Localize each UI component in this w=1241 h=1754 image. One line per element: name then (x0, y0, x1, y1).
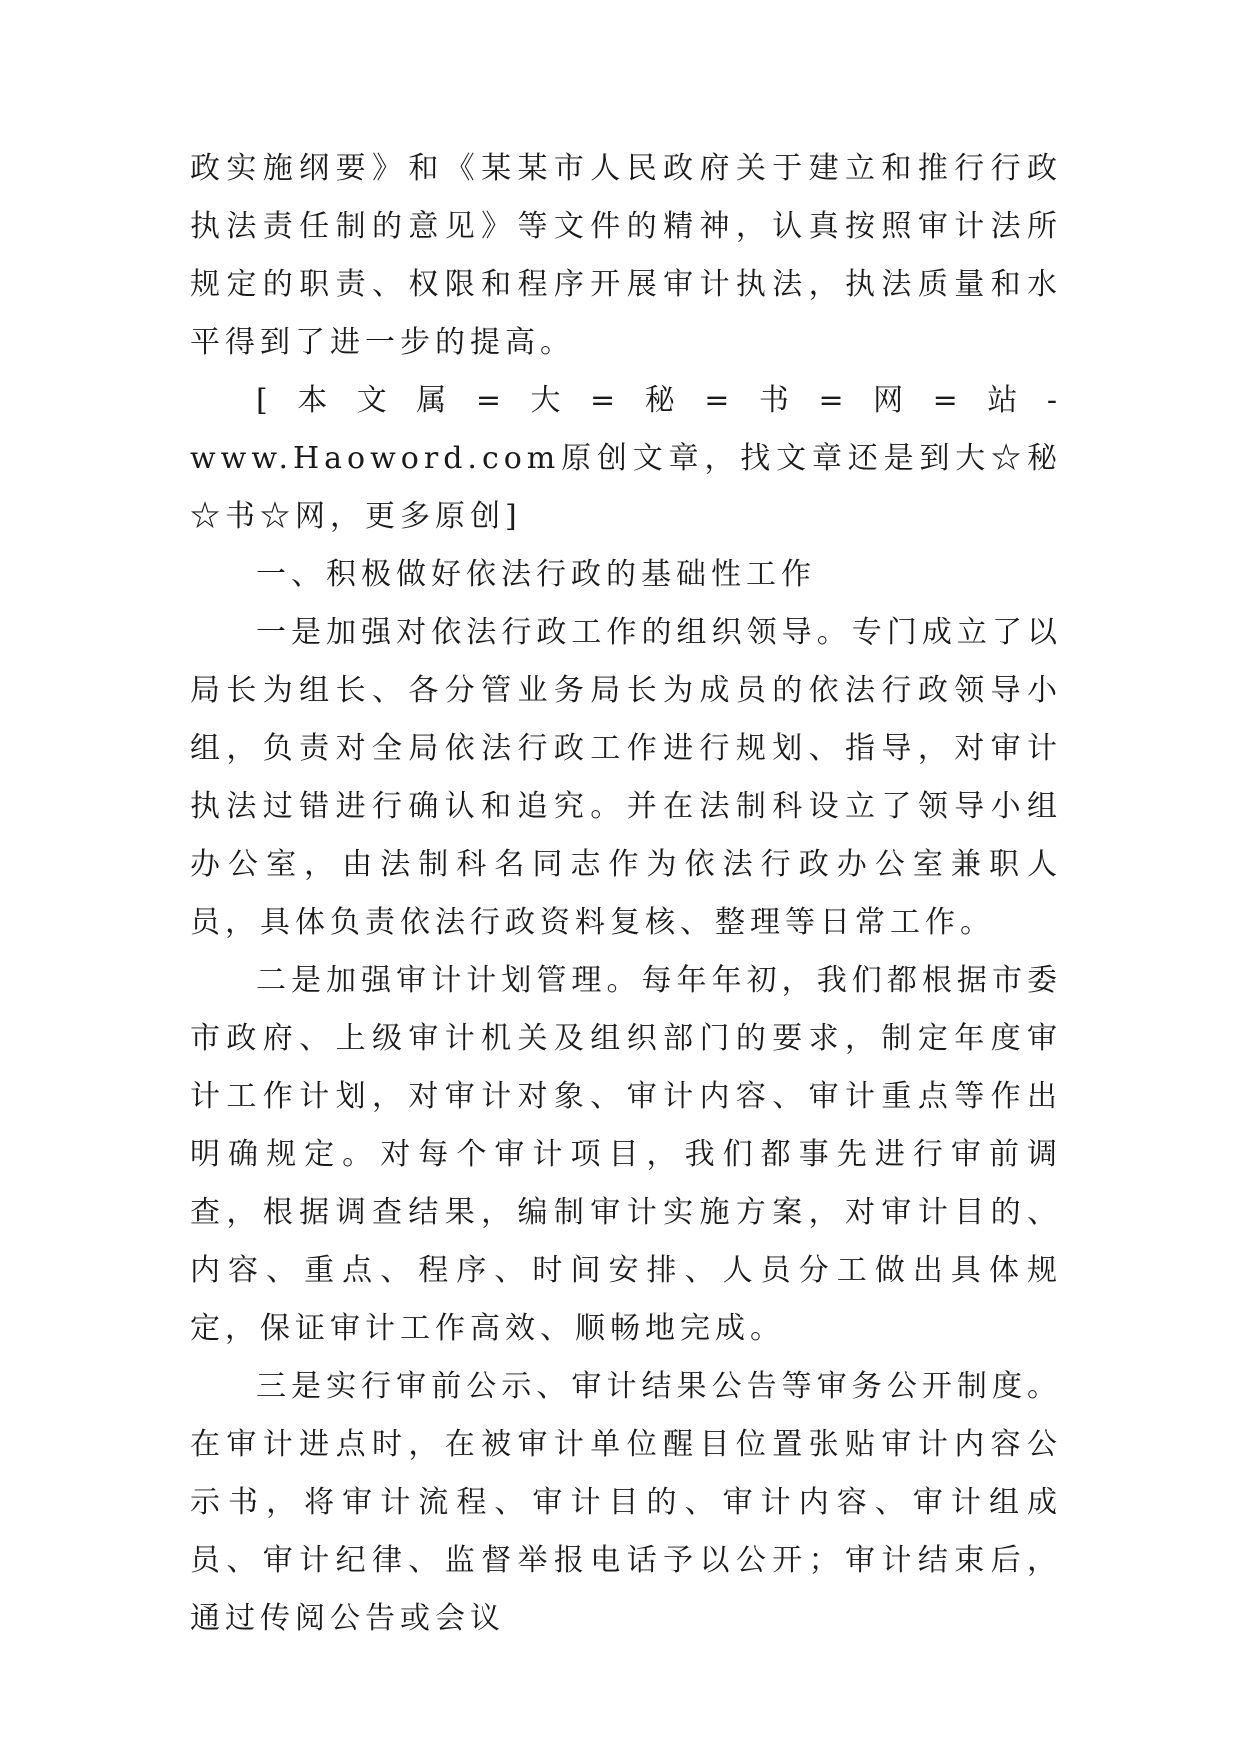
paragraph-audit-plan: 二是加强审计计划管理。每年年初，我们都根据市委市政府、上级审计机关及组织部门的要求，制定年度审计工作计划，对审计对象、审计内容、审计重点等作出明确规定。对每个审计项目，我们都事先进行审前调查，根据调查结果，编制审计实施方案，对审计目的、内容、重点、程序、时间安排、人员分工做出具体规定，保证审计工作高效、顺畅地完成。 (190, 963, 1062, 1346)
section-heading: 一、积极做好依法行政的基础性工作 (256, 557, 816, 592)
paragraph-source-note: [本文属=大=秘=书=网=站-www.Haoword.com原创文章，找文章还是到大☆秘☆书☆网，更多原创] (190, 383, 1062, 534)
paragraph-organization: 一是加强对依法行政工作的组织领导。专门成立了以局长为组长、各分管业务局长为成员的依法行政领导小组，负责对全局依法行政工作进行规划、指导，对审计执法过错进行确认和追究。并在法制科设立了领导小组办公室，由法制科名同志作为依法行政办公室兼职人员，具体负责依法行政资料复核、整理等日常工作。 (190, 615, 1062, 940)
document-page (190, 140, 1062, 1648)
paragraph-disclosure: 三是实行审前公示、审计结果公告等审务公开制度。在审计进点时，在被审计单位醒目位置张贴审计内容公示书，将审计流程、审计目的、审计内容、审计组成员、审计纪律、监督举报电话予以公开；审计结束后，通过传阅公告或会议 (190, 1369, 1062, 1636)
paragraph-continuation: 政实施纲要》和《某某市人民政府关于建立和推行行政执法责任制的意见》等文件的精神，认真按照审计法所规定的职责、权限和程序开展审计执法，执法质量和水平得到了进一步的提高。 (190, 151, 1062, 360)
